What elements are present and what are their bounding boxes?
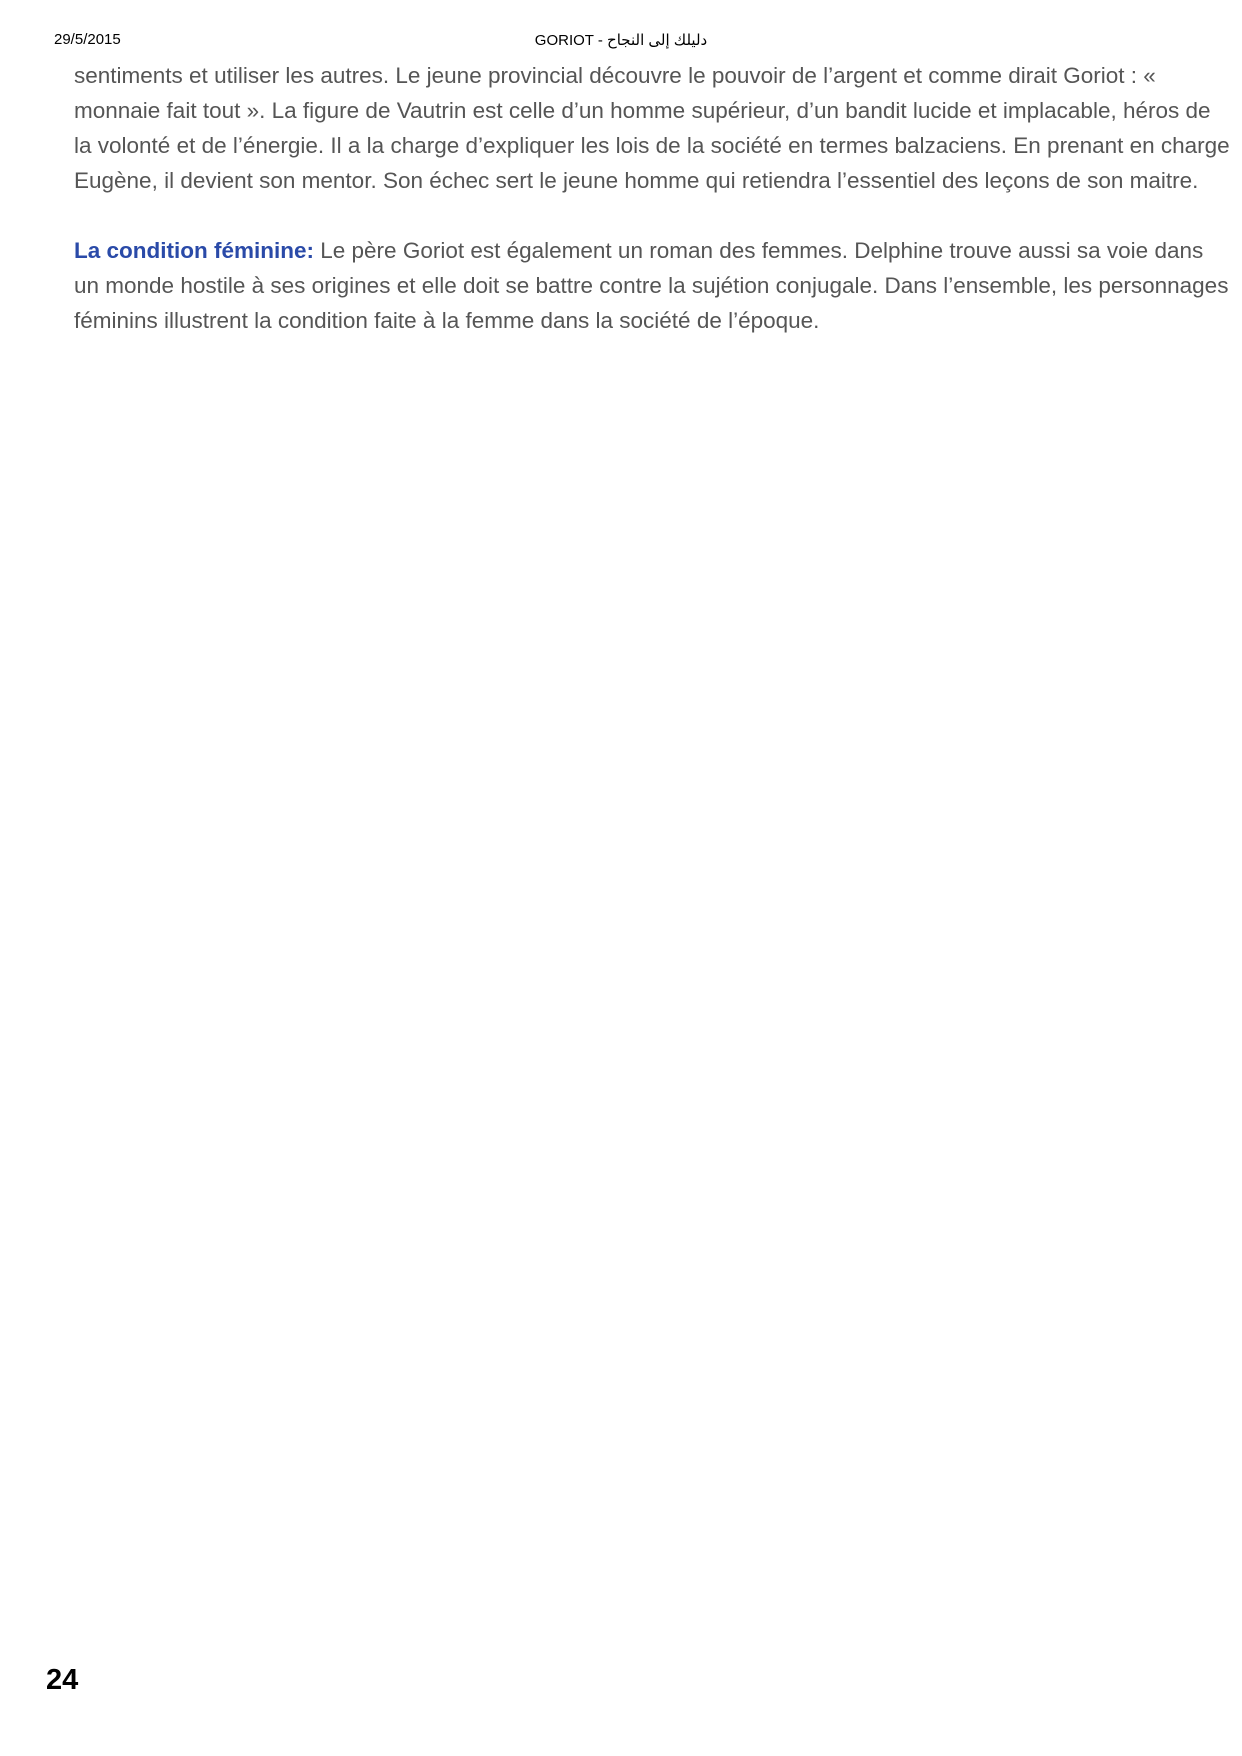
paragraph-feminine-text: Le père Goriot est également un roman des femmes. Delphine trouve aussi sa voie dans un monde hostile à ses origines et elle doit se battre contre la sujétion conjugale. Dans l’ensemble, les personnages féminins illustrent la condition faite à la femme dans la société de l’époque. [74,238,1229,333]
paragraph-feminine-condition [74,233,1234,338]
paragraph-spacer [74,198,1234,233]
header-date: 29/5/2015 [54,31,121,48]
section-heading-feminine: La condition féminine: [74,238,314,263]
paragraph-vautrin: sentiments et utiliser les autres. Le jeune provincial découvre le pouvoir de l’argent et comme dirait Goriot : « monnaie fait tout ». La figure de Vautrin est celle d’un homme supérieur, d’un bandit lucide et implacable, héros de la volonté et de l’énergie. Il a la charge d’expliquer les lois de la société en termes balzaciens. En prenant en charge Eugène, il devient son mentor. Son échec sert le jeune homme qui retiendra l’essentiel des leçons de son maitre. [74,63,1230,193]
page-number: 24 [46,1664,79,1696]
header-title: GORIOT - دليلك إلى النجاح [534,32,708,49]
document-body [74,58,1234,338]
